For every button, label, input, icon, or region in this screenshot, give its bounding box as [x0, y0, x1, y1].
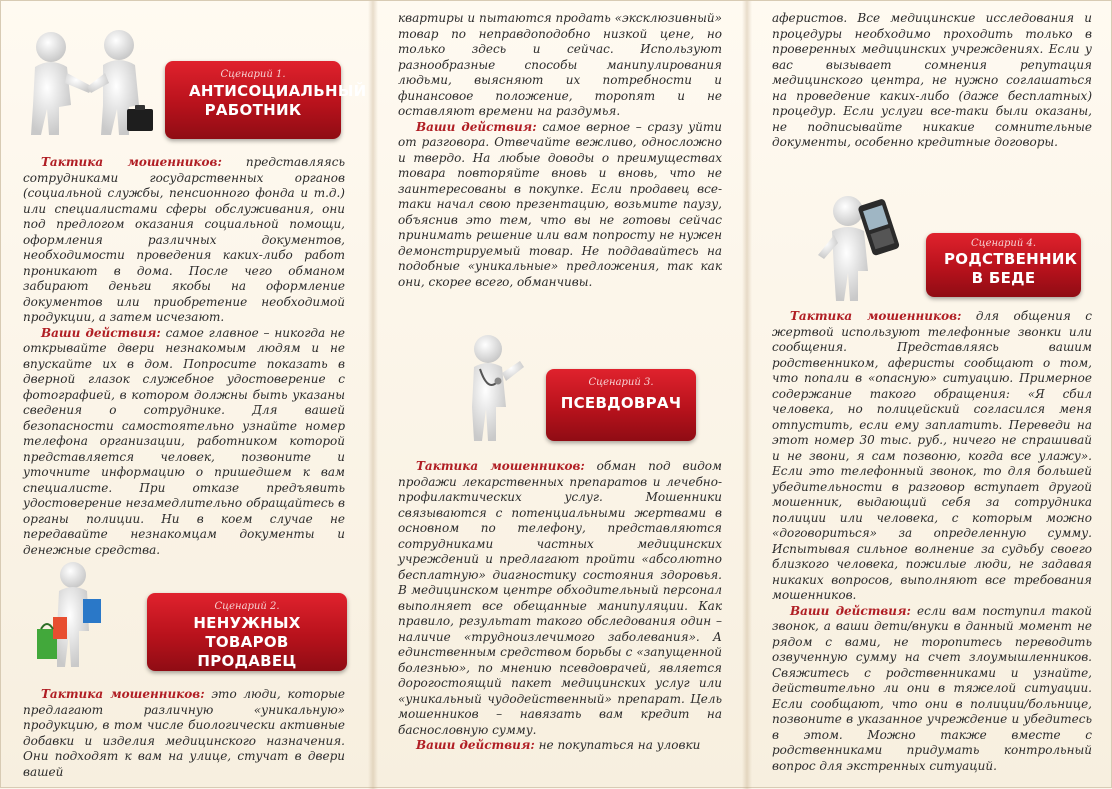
scenario-4-number: Сценарий 4.: [970, 238, 1037, 249]
actions-label: Ваши действия:: [41, 325, 161, 340]
doctor-figure-illustration: [454, 333, 530, 445]
actions-label: Ваши действия:: [790, 603, 911, 618]
panel-left: [1, 1, 373, 789]
tactic-text: для общения с жертвой используют телефонные звонки или сообщения. Представляясь вашим родственником, аферисты сообщают о том, что попали в «опасную» ситуацию. Примерное содержание такого обращения: «Я сбил человека, но полицейский согласился меня отпустить, если ему заплатить. Переведи на этот номер 30 тыс. руб., ничего не спрашивай и не звони, я сам позвоню, когда все улажу». Если это телефонный звонок, то для большей убедительности в разговор вступает другой мошенник, выдающий себя за сотрудника полиции или человека, с которым можно «договориться» за определенную сумму. Испытывая сильное волнение за судьбу своего близкого человека, пожилые люди, не задавая никаких вопросов, выполняют все требования мошенников.: [772, 309, 1092, 602]
scenario-2-continued: [398, 11, 722, 120]
actions-text: самое верное – сразу уйти от разговора. Отвечайте вежливо, односложно и твердо. На любые доводы о преимуществах товара повторяйте вновь и вновь, что не заинтересованы в покупке. Если продавец все-таки начал свою презентацию, возьмите паузу, объяснив это тем, что вы не готовы сейчас принимать решение или вам попросту не нужен демонстрируемый товар. Не поддавайтесь на подобные «уникальные» предложения, так как они, скорее всего, обманчивы.: [398, 119, 722, 289]
scenario-4-title: РОДСТВЕННИК В БЕДЕ: [944, 250, 1078, 287]
scenario-3-body: [398, 459, 722, 754]
scenario-4-actions: [772, 604, 1092, 775]
scenario-1-actions: [23, 326, 345, 559]
actions-label: Ваши действия:: [416, 119, 537, 134]
actions-text: если вам поступил такой звонок, а ваши дети/внуки в данный момент не рядом с вами, не торопитесь переводить озвученную сумму на счет злоумышленников. Свяжитесь с родственниками и узнайте, действительно ли они в тяжелой ситуации. Если сообщают, что они в полиции/больнице, позвоните в указанное учреждение и убедитесь в этом. Можно также вместе с родственниками придумать контрольный вопрос для экстренных ситуаций.: [772, 603, 1093, 773]
handshake-figures-illustration: [23, 27, 158, 139]
scenario-1-badge: [165, 61, 367, 139]
scenario-4-tactic: [772, 309, 1092, 604]
shopper-figure-illustration: [33, 559, 113, 671]
continued-text: квартиры и пытаются продать «эксклюзивный» товар по неправдоподобно низкой цене, но только здесь и сейчас. Используют разнообразные способы манипулирования людьми, выясняют их потребности и финансовое положение, торопят и не оставляют времени на раздумья.: [398, 11, 722, 118]
scenario-3-body-continued: [772, 11, 1092, 151]
tactic-text: представляясь сотрудниками государственных органов (социальной службы, пенсионного фонда и т.д.) или специалистами сферы обслуживания, они под предлогом оказания социальной помощи, оформления различных документов, необходимости проведения каких-либо работ проникают в дома. После чего обманом забирают деньги якобы на оформление документов или приобретение необходимой продукции, а затем исчезают.: [23, 155, 345, 324]
scenario-1-title: АНТИСОЦИАЛЬНЫЙ РАБОТНИК: [189, 82, 367, 119]
tactic-label: Тактика мошенников:: [41, 687, 205, 701]
tactic-text: обман под видом продажи лекарственных препаратов и лечебно-профилактических услуг. Мошенники связываются с потенциальными жертвами в основном по телефону, представляются сотрудниками частных медицинских учреждений и предлагают пройти «абсолютно бесплатную» диагностику состояния здоровья. В медицинском центре обходительный персонал выполняет все обещанные манипуляции. Как правило, результат такого обследования один – наличие «трудноизлечимого заболевания». А единственным средством борьбы с «запущенной болезнью», по мнению псевдоврачей, является дорогостоящий пакет медицинских услуг или «уникальный чудодейственный» препарат. Цель мошенников – навязать вам кредит на баснословную сумму.: [398, 459, 722, 737]
scenario-4-badge: [926, 233, 1081, 297]
continued-text: аферистов. Все медицинские исследования и процедуры необходимо проходить только в проверенных медицинских учреждениях. Если у вас вызывает сомнения репутация медицинского центра, не нужно соглашаться на проведение каких-либо (даже бесплатных) процедур. Если услуги все-таки были оказаны, не подписывайте никакие сомнительные документы, особенно кредитные договоры.: [772, 11, 1092, 149]
scenario-2-body-continued: [398, 11, 722, 290]
scenario-2-title: НЕНУЖНЫХ ТОВАРОВ ПРОДАВЕЦ: [193, 614, 301, 670]
scenario-3-actions: [398, 738, 722, 754]
scenario-3-tactic: [398, 459, 722, 738]
panel-right: [750, 1, 1112, 789]
tactic-label: Тактика мошенников:: [41, 155, 222, 169]
scenario-3-continued: [772, 11, 1092, 151]
scenario-1-body: [23, 155, 345, 558]
scenario-1-number: Сценарий 1.: [220, 69, 286, 80]
panel-middle: [376, 1, 746, 789]
scenario-1-tactic: [23, 155, 345, 326]
scenario-4-body: [772, 309, 1092, 774]
actions-label: Ваши действия:: [416, 738, 535, 752]
tactic-text: это люди, которые предлагают различную «уникальную» продукцию, в том числе биологически активные добавки и изделия медицинского назначения. Они подходят к вам на улице, стучат в двери вашей: [23, 687, 345, 779]
scenario-2-actions: [398, 120, 722, 291]
phone-figure-illustration: [810, 193, 910, 305]
scenario-3-number: Сценарий 3.: [588, 377, 654, 388]
scenario-2-badge: [147, 593, 347, 671]
scenario-2-number: Сценарий 2.: [214, 601, 280, 612]
actions-text: самое главное – никогда не открывайте двери незнакомым людям и не впускайте их в дом. Попросите показать в дверной глазок служебное удостоверение с фотографией, в котором должны быть указаны сведения о сотруднике. Для вашей безопасности самостоятельно узнайте номер телефона организации, работником которой представляется человек, позвоните и уточните информацию о пришедшем к вам специалисте. При отказе предъявить удостоверение незамедлительно обращайтесь в органы полиции. Ни в коем случае не передавайте незнакомцам документы и денежные средства.: [23, 325, 346, 557]
tactic-label: Тактика мошенников:: [416, 459, 585, 473]
tactic-label: Тактика мошенников:: [790, 309, 962, 323]
scenario-3-badge: [546, 369, 696, 441]
scenario-3-title: ПСЕВДОВРАЧ: [560, 394, 682, 412]
scenario-2-tactic: [23, 687, 345, 780]
actions-text: не покупаться на уловки: [534, 738, 701, 752]
scenario-2-body-start: [23, 687, 345, 780]
